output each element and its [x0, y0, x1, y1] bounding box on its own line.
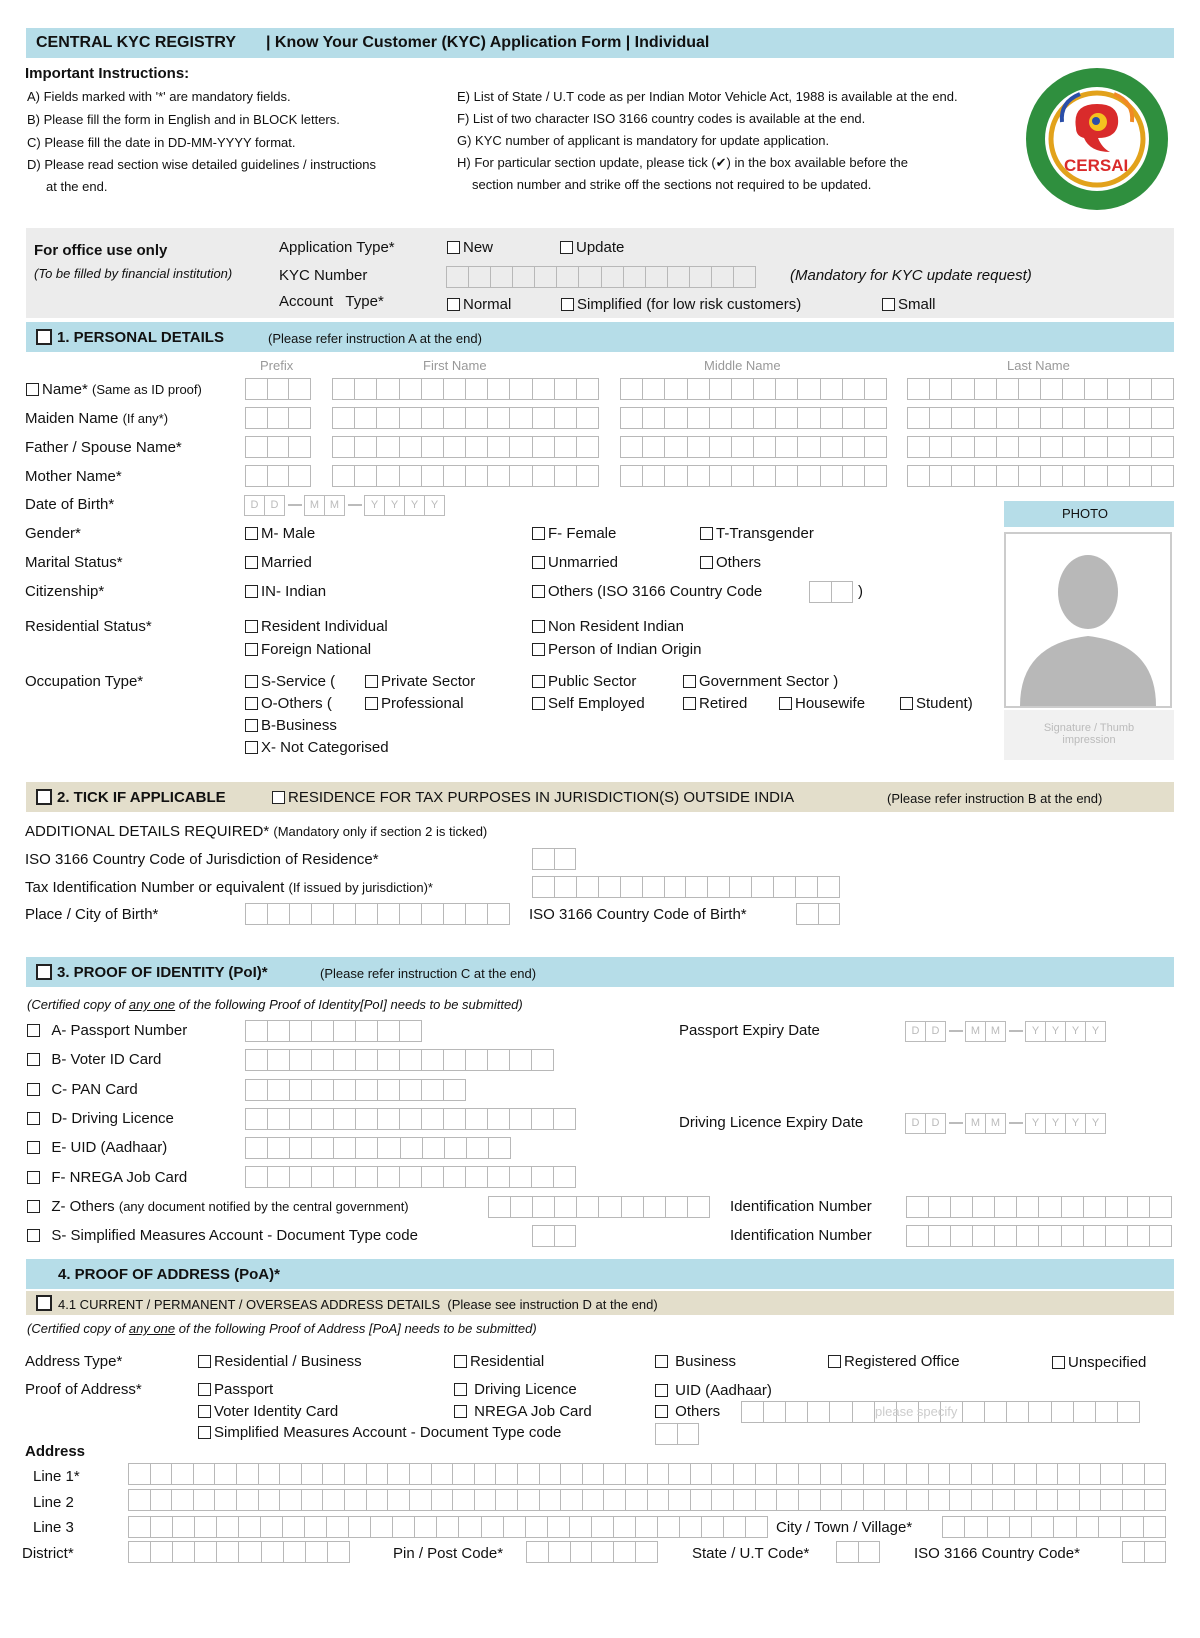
- father-last-input[interactable]: [907, 436, 1174, 458]
- photo-label: PHOTO: [1062, 506, 1108, 521]
- addr-type-residential[interactable]: Residential: [454, 1353, 544, 1370]
- res-person-indian-origin[interactable]: Person of Indian Origin: [532, 641, 701, 658]
- proof-of-address-label: Proof of Address*: [25, 1381, 142, 1398]
- occ-retired[interactable]: Retired: [683, 695, 747, 712]
- occ-student[interactable]: Student): [900, 695, 973, 712]
- father-middle-input[interactable]: [620, 436, 887, 458]
- residential-status-label: Residential Status*: [25, 618, 152, 635]
- instructions-heading: Important Instructions:: [25, 65, 190, 82]
- poa-certified-note: (Certified copy of any one of the following Proof of Address [PoA] needs to be submitted): [27, 1321, 537, 1336]
- instruction-a: A) Fields marked with '*' are mandatory fields.: [27, 89, 291, 104]
- poi-others-idnum-label: Identification Number: [730, 1198, 872, 1215]
- kyc-number-label: KYC Number: [279, 267, 368, 284]
- section-4-title: 4. PROOF OF ADDRESS (PoA)*: [58, 1266, 280, 1283]
- section-2-note: (Please refer instruction B at the end): [887, 791, 1103, 806]
- addr-type-business[interactable]: Business: [655, 1353, 736, 1370]
- voter-id-input[interactable]: [245, 1049, 554, 1071]
- mother-prefix-input[interactable]: [245, 465, 311, 487]
- district-label: District*: [22, 1545, 74, 1562]
- father-first-input[interactable]: [332, 436, 599, 458]
- state-input[interactable]: [836, 1541, 880, 1563]
- poi-uid-aadhaar[interactable]: E- UID (Aadhaar): [27, 1139, 167, 1156]
- father-prefix-input[interactable]: [245, 436, 311, 458]
- mother-first-input[interactable]: [332, 465, 599, 487]
- section-1-checkbox[interactable]: [36, 329, 56, 346]
- nrega-input[interactable]: [245, 1166, 576, 1188]
- person-silhouette-icon: [1006, 534, 1170, 706]
- name-last-input[interactable]: [907, 378, 1174, 400]
- office-use-subtitle: (To be filled by financial institution): [34, 266, 233, 281]
- name-first-input[interactable]: [332, 378, 599, 400]
- instruction-d-cont: at the end.: [46, 179, 108, 194]
- account-type-normal[interactable]: Normal: [447, 296, 511, 313]
- account-type-simplified[interactable]: Simplified (for low risk customers): [561, 296, 801, 313]
- citizenship-country-code-input[interactable]: [809, 581, 853, 603]
- instruction-f: F) List of two character ISO 3166 country codes is available at the end.: [457, 111, 866, 126]
- poi-simplified-idnum-input[interactable]: [906, 1225, 1172, 1247]
- mother-last-input[interactable]: [907, 465, 1174, 487]
- place-of-birth-label: Place / City of Birth*: [25, 906, 159, 923]
- address-type-label: Address Type*: [25, 1353, 123, 1370]
- iso-country-input[interactable]: [1122, 1541, 1166, 1563]
- poi-doc-type-input[interactable]: [532, 1225, 576, 1247]
- pin-label: Pin / Post Code*: [393, 1545, 504, 1562]
- father-spouse-label: Father / Spouse Name*: [25, 439, 182, 456]
- poa-simplified[interactable]: Simplified Measures Account - Document Type code: [198, 1424, 561, 1441]
- checkbox[interactable]: [882, 298, 895, 311]
- poi-others-input[interactable]: [488, 1196, 710, 1218]
- passport-expiry-label: Passport Expiry Date: [679, 1022, 820, 1039]
- iso-country-label: ISO 3166 Country Code*: [914, 1545, 1080, 1562]
- res-non-resident-indian[interactable]: Non Resident Indian: [532, 618, 684, 635]
- col-last-name: Last Name: [1007, 358, 1070, 373]
- maiden-first-input[interactable]: [332, 407, 599, 429]
- district-input[interactable]: [128, 1541, 350, 1563]
- section-3-title: 3. PROOF OF IDENTITY (PoI)*: [57, 964, 268, 981]
- occ-service[interactable]: S-Service (: [245, 673, 335, 690]
- poa-others[interactable]: Others: [655, 1403, 720, 1420]
- occ-others[interactable]: O-Others (: [245, 695, 332, 712]
- application-type-label: Application Type*: [279, 239, 395, 256]
- gender-female[interactable]: F- Female: [532, 525, 616, 542]
- instruction-d: D) Please read section wise detailed guidelines / instructions: [27, 157, 377, 172]
- dob-label: Date of Birth*: [25, 496, 115, 513]
- uid-input[interactable]: [245, 1137, 511, 1159]
- col-middle-name: Middle Name: [704, 358, 781, 373]
- passport-number-input[interactable]: [245, 1020, 422, 1042]
- address-line-3-input[interactable]: [128, 1516, 768, 1538]
- line-3-label: Line 3: [33, 1519, 74, 1536]
- app-type-new[interactable]: New: [447, 239, 493, 256]
- occ-business[interactable]: B-Business: [245, 717, 337, 734]
- poa-passport[interactable]: Passport: [198, 1381, 273, 1398]
- checkbox[interactable]: [26, 383, 39, 396]
- marital-unmarried[interactable]: Unmarried: [532, 554, 618, 571]
- tin-input[interactable]: [532, 876, 840, 898]
- poi-simplified-idnum-label: Identification Number: [730, 1227, 872, 1244]
- poi-driving-licence[interactable]: D- Driving Licence: [27, 1110, 174, 1127]
- maiden-name-label: Maiden Name (If any*): [25, 410, 169, 427]
- address-line-1-input[interactable]: [128, 1463, 1166, 1485]
- instruction-g: G) KYC number of applicant is mandatory for update application.: [457, 133, 830, 148]
- instruction-h: H) For particular section update, please tick (✔) in the box available before the: [457, 155, 908, 170]
- kyc-number-input[interactable]: [446, 266, 756, 288]
- dob-input[interactable]: D D M M Y Y Y Y: [245, 494, 445, 516]
- tin-label: Tax Identification Number or equivalent (If issued by jurisdiction)*: [25, 879, 433, 896]
- additional-details-label: ADDITIONAL DETAILS REQUIRED* (Mandatory only if section 2 is ticked): [25, 823, 488, 840]
- name-middle-input[interactable]: [620, 378, 887, 400]
- kyc-number-note: (Mandatory for KYC update request): [790, 267, 1032, 284]
- instruction-h-cont: section number and strike off the sections not required to be updated.: [472, 177, 872, 192]
- app-type-update[interactable]: Update: [560, 239, 624, 256]
- place-of-birth-input[interactable]: [245, 903, 510, 925]
- citizenship-others[interactable]: Others (ISO 3166 Country Code: [532, 583, 762, 600]
- poi-certified-note: (Certified copy of any one of the following Proof of Identity[PoI] needs to be submitted): [27, 997, 523, 1012]
- marital-others[interactable]: Others: [700, 554, 761, 571]
- citizenship-close-paren: ): [858, 583, 863, 600]
- name-label: Name* (Same as ID proof): [26, 381, 202, 398]
- account-type-small[interactable]: Small: [882, 296, 936, 313]
- poi-pan-card[interactable]: C- PAN Card: [27, 1081, 138, 1098]
- occ-private-sector[interactable]: Private Sector: [365, 673, 475, 690]
- addr-type-registered-office[interactable]: Registered Office: [828, 1353, 960, 1370]
- form-title: | Know Your Customer (KYC) Application Form | Individual: [266, 34, 710, 51]
- occ-government-sector[interactable]: Government Sector ): [683, 673, 838, 690]
- section-3-note: (Please refer instruction C at the end): [320, 966, 537, 981]
- maiden-last-input[interactable]: [907, 407, 1174, 429]
- line-1-label: Line 1*: [33, 1468, 80, 1485]
- gender-male[interactable]: M- Male: [245, 525, 315, 542]
- residence-outside-india[interactable]: RESIDENCE FOR TAX PURPOSES IN JURISDICTION(S) OUTSIDE INDIA: [272, 789, 794, 806]
- checkbox[interactable]: [447, 241, 460, 254]
- poi-passport[interactable]: A- Passport Number: [27, 1022, 187, 1039]
- instruction-c: C) Please fill the date in DD-MM-YYYY format.: [27, 135, 296, 150]
- maiden-prefix-input[interactable]: [245, 407, 311, 429]
- section-1-note: (Please refer instruction A at the end): [268, 331, 482, 346]
- address-line-2-input[interactable]: [128, 1489, 1166, 1511]
- occ-not-categorised[interactable]: X- Not Categorised: [245, 739, 389, 756]
- city-label: City / Town / Village*: [776, 1519, 913, 1536]
- poi-voter-id[interactable]: B- Voter ID Card: [27, 1051, 161, 1068]
- iso-birth-input[interactable]: [796, 903, 840, 925]
- occ-housewife[interactable]: Housewife: [779, 695, 865, 712]
- occ-professional[interactable]: Professional: [365, 695, 464, 712]
- city-input[interactable]: [942, 1516, 1166, 1538]
- section-4-1-checkbox[interactable]: [36, 1295, 56, 1312]
- poa-nrega[interactable]: NREGA Job Card: [454, 1403, 592, 1420]
- poi-others[interactable]: Z- Others (any document notified by the central government): [27, 1198, 409, 1215]
- gender-label: Gender*: [25, 525, 81, 542]
- cersai-logo: [1024, 66, 1170, 212]
- poa-doc-type-input[interactable]: [655, 1423, 699, 1445]
- gender-transgender[interactable]: T-Transgender: [700, 525, 814, 542]
- res-resident-individual[interactable]: Resident Individual: [245, 618, 388, 635]
- marital-status-label: Marital Status*: [25, 554, 123, 571]
- section-3-checkbox[interactable]: [36, 964, 56, 981]
- mother-name-label: Mother Name*: [25, 468, 122, 485]
- col-prefix: Prefix: [260, 358, 294, 373]
- photo-box[interactable]: [1004, 532, 1172, 708]
- account-type-label: Account Type*: [279, 293, 384, 310]
- registry-title: CENTRAL KYC REGISTRY: [36, 34, 237, 51]
- dl-expiry-label: Driving Licence Expiry Date: [679, 1114, 864, 1131]
- pin-input[interactable]: [526, 1541, 658, 1563]
- addr-type-unspecified[interactable]: Unspecified: [1052, 1354, 1146, 1371]
- logo-text: CERSAI: [1064, 156, 1129, 175]
- occ-self-employed[interactable]: Self Employed: [532, 695, 645, 712]
- citizenship-label: Citizenship*: [25, 583, 105, 600]
- poi-simplified[interactable]: S- Simplified Measures Account - Document Type code: [27, 1227, 418, 1244]
- occupation-type-label: Occupation Type*: [25, 673, 144, 690]
- section-4-1-title: 4.1 CURRENT / PERMANENT / OVERSEAS ADDRESS DETAILS (Please see instruction D at the end): [58, 1297, 658, 1312]
- pan-card-input[interactable]: [245, 1079, 466, 1101]
- poa-others-placeholder: please specify: [875, 1404, 958, 1419]
- poa-driving-licence[interactable]: Driving Licence: [454, 1381, 577, 1398]
- section-2-checkbox[interactable]: [36, 789, 56, 806]
- poi-nrega[interactable]: F- NREGA Job Card: [27, 1169, 187, 1186]
- section-2-title: 2. TICK IF APPLICABLE: [57, 789, 226, 806]
- checkbox[interactable]: [561, 298, 574, 311]
- res-foreign-national[interactable]: Foreign National: [245, 641, 371, 658]
- name-prefix-input[interactable]: [245, 378, 311, 400]
- mother-middle-input[interactable]: [620, 465, 887, 487]
- dl-expiry-input[interactable]: D D M M Y Y Y Y: [906, 1112, 1106, 1134]
- instruction-e: E) List of State / U.T code as per Indian Motor Vehicle Act, 1988 is available at the end.: [457, 89, 958, 104]
- section-1-title: 1. PERSONAL DETAILS: [57, 329, 224, 346]
- instruction-b: B) Please fill the form in English and in BLOCK letters.: [27, 112, 340, 127]
- poa-uid[interactable]: UID (Aadhaar): [655, 1382, 772, 1399]
- citizenship-indian[interactable]: IN- Indian: [245, 583, 326, 600]
- iso-jurisdiction-label: ISO 3166 Country Code of Jurisdiction of Residence*: [25, 851, 379, 868]
- line-2-label: Line 2: [33, 1494, 74, 1511]
- addr-type-res-bus[interactable]: Residential / Business: [198, 1353, 362, 1370]
- checkbox[interactable]: [560, 241, 573, 254]
- marital-married[interactable]: Married: [245, 554, 312, 571]
- passport-expiry-input[interactable]: D D M M Y Y Y Y: [906, 1020, 1106, 1042]
- address-heading: Address: [25, 1443, 86, 1460]
- checkbox[interactable]: [447, 298, 460, 311]
- occ-public-sector[interactable]: Public Sector: [532, 673, 636, 690]
- iso-birth-label: ISO 3166 Country Code of Birth*: [529, 906, 747, 923]
- poa-voter-id[interactable]: Voter Identity Card: [198, 1403, 338, 1420]
- poi-others-idnum-input[interactable]: [906, 1196, 1172, 1218]
- signature-label: Signature / Thumb impression: [1043, 722, 1135, 746]
- state-label: State / U.T Code*: [692, 1545, 810, 1562]
- driving-licence-input[interactable]: [245, 1108, 576, 1130]
- iso-jurisdiction-input[interactable]: [532, 848, 576, 870]
- maiden-middle-input[interactable]: [620, 407, 887, 429]
- col-first-name: First Name: [423, 358, 487, 373]
- office-use-title: For office use only: [34, 242, 168, 259]
